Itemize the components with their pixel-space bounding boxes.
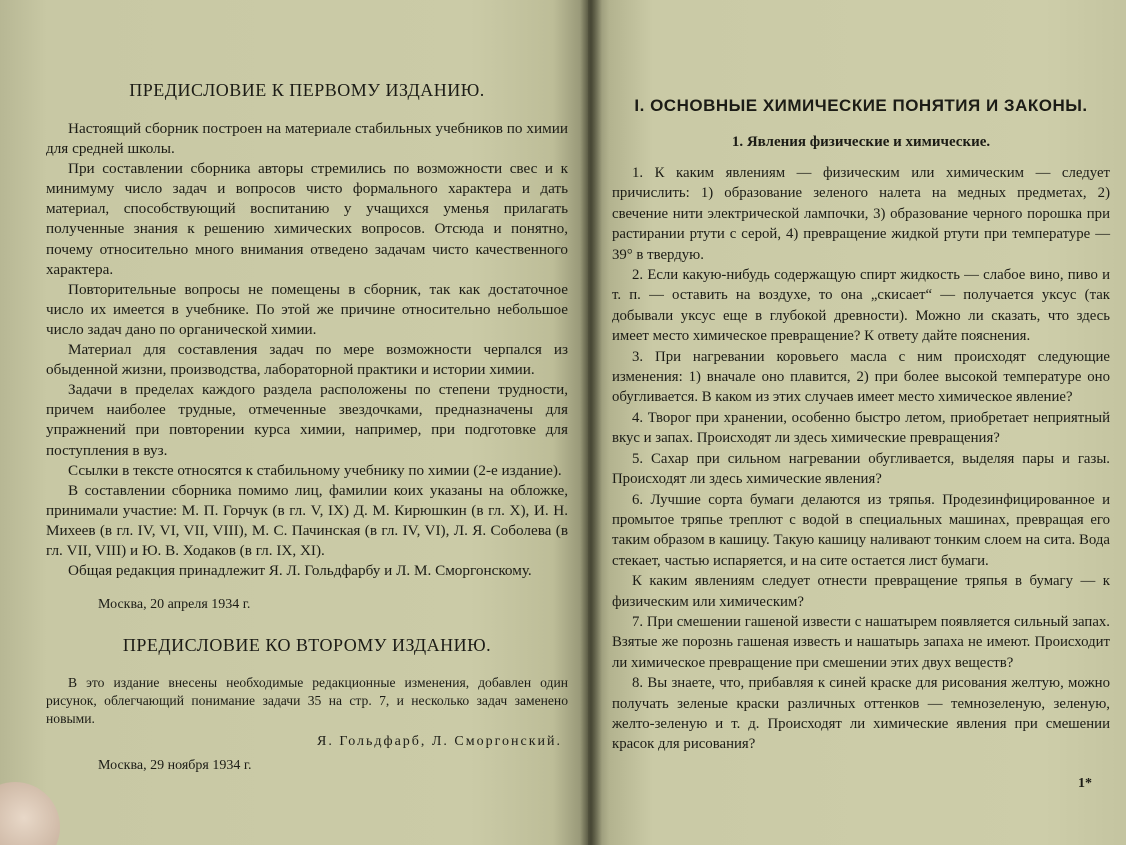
problem-item: 3. При нагревании коровьего масла с ним происходят следующие изменения: 1) вначале оно плавится, 2) при более высокой температуре оно обугливается. В каком из этих случаев имеет место химическое явление?	[612, 348, 1110, 406]
second-edition-preface-heading: ПРЕДИСЛОВИЕ КО ВТОРОМУ ИЗДАНИЮ.	[122, 635, 492, 656]
problem-item: 8. Вы знаете, что, прибавляя к синей краске для рисования желтую, можно получать зеленые краски различных оттенков — темнозеленую, зеленую, желто-зеленую и т. д. Происходят ли химические явления при смешении красок для рисования?	[612, 675, 1110, 753]
problem-item: 4. Творог при хранении, особенно быстро летом, приобретает неприятный вкус и запах. Происходят ли здесь химические превращения?	[612, 409, 1110, 447]
problem-item: 2. Если какую-нибудь содержащую спирт жидкость — слабое вино, пиво и т. п. — оставить на воздухе, то она „скисает“ — получается уксус (так добывали уксус еще в глубокой древности). Можно ли сказать, что здесь имеет место химическое превращение? К ответу дайте пояснения.	[612, 267, 1110, 345]
preface-paragraph: При составлении сборника авторы стремились по возможности свес и к минимуму число задач и вопросов чисто формального характера и дать материал, способствующий воспитанию у учащихся уменья прилагать полученные знания к решению химических вопросов. Отсюда и понятно, почему относительно много внимания отведено задачам чисто качественного характера.	[46, 160, 568, 278]
problem-item: К каким явлениям следует отнести превращение тряпья в бумагу — к физическим или химическим?	[612, 573, 1110, 610]
preface-paragraph: Настоящий сборник построен на материале стабильных учебников по химии для средней школы.	[46, 120, 568, 158]
first-edition-date: Москва, 20 апреля 1934 г.	[98, 597, 251, 613]
section-title: 1. Явления физические и химические.	[731, 134, 991, 150]
first-edition-preface-heading: ПРЕДИСЛОВИЕ К ПЕРВОМУ ИЗДАНИЮ.	[129, 80, 485, 100]
book-gutter	[580, 0, 602, 845]
second-edition-paragraph: В это издание внесены необходимые редакционные изменения, добавлен один рисунок, облегчающий понимание задачи 35 на стр. 7, и несколько задач заменено новыми.	[46, 675, 568, 727]
preface-paragraph: Ссылки в тексте относятся к стабильному учебнику по химии (2-е издание).	[68, 461, 562, 479]
preface-paragraph: Материал для составления задач по мере возможности черпался из обыденной жизни, производства, лабораторной практики и истории химии.	[46, 341, 568, 379]
problem-item: 1. К каким явлениям — физическим или химическим — следует причислить: 1) образование зеленого налета на медных предметах, 2) свечение нити электрической лампочки, 3) образование черного порошка при растирании ртути с серой, 4) превращение жидкой ртути при температуре — 39° в твердую.	[612, 165, 1110, 263]
problem-item: 7. При смешении гашеной извести с нашатырем появляется сильный запах. Взятые же порознь гашеная известь и нашатырь запаха не имеют. Происходит ли химическое превращение при смешении этих двух веществ?	[612, 613, 1110, 671]
preface-paragraph: Повторительные вопросы не помещены в сборник, так как достаточное число их имеется в учебнике. По этой же причине относительно небольшое число задач дано по органической химии.	[46, 280, 568, 338]
preface-paragraph: В составлении сборника помимо лиц, фамилии коих указаны на обложке, принимали участие: М. П. Горчук (в гл. V, IX) Д. М. Кирюшкин (в гл. X), И. Н. Михеев (в гл. IV, VI, VII, VIII), М. С. Пачинская (в гл. IV, VI), Л. Я. Соболева (в гл. VII, VIII) и Ю. В. Ходаков (в гл. IX, XI).	[46, 481, 568, 559]
chapter-title: I. ОСНОВНЫЕ ХИМИЧЕСКИЕ ПОНЯТИЯ И ЗАКОНЫ.	[634, 96, 1088, 115]
page-number: 1*	[1078, 776, 1092, 791]
second-edition-date: Москва, 29 ноября 1934 г.	[98, 758, 252, 774]
preface-paragraph: Общая редакция принадлежит Я. Л. Гольдфарбу и Л. М. Сморгонскому.	[68, 562, 532, 580]
problem-item: 5. Сахар при сильном нагревании обугливается, выделяя пары и газы. Происходят ли здесь химические явления?	[612, 450, 1110, 488]
preface-paragraph: Задачи в пределах каждого раздела расположены по степени трудности, причем наиболее трудные, отмеченные звездочками, предназначены для упражнений при повторении курса химии, например, при подготовке для поступления в вуз.	[46, 381, 568, 459]
authors-signature: Я. Гольдфарб, Л. Сморгонский.	[317, 734, 562, 750]
right-page-text	[612, 96, 1110, 755]
problem-item: 6. Лучшие сорта бумаги делаются из тряпья. Продезинфицированное и промытое тряпье треплют с водой в специальных машинах, превращая его таким образом в кашицу. Такую кашицу наливают тонким слоем на сита. Вода стекает, частью испаряется, и на сите остается лист бумаги.	[612, 491, 1110, 569]
right-page	[588, 0, 1126, 845]
thumb-in-corner	[0, 782, 60, 845]
left-page-text	[46, 80, 568, 774]
